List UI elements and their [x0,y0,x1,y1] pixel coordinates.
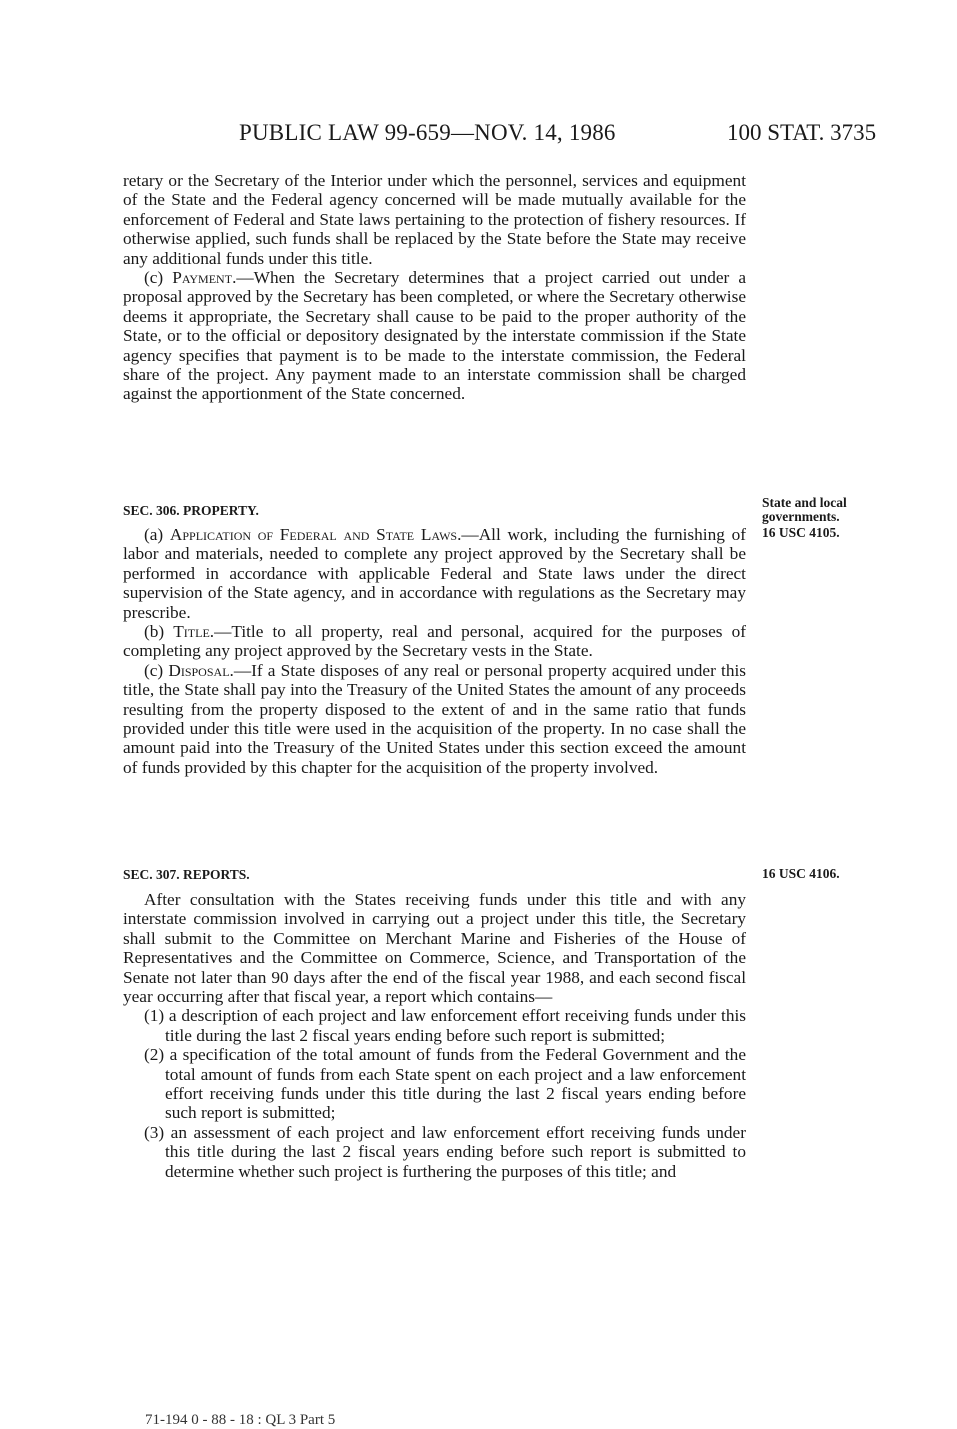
running-head-title: PUBLIC LAW 99-659—NOV. 14, 1986 [239,120,616,145]
block-sec305-continued [123,171,746,404]
margin-note-16-usc-4106: 16 USC 4106. [762,866,840,881]
paragraph-c-payment [123,268,746,404]
paragraph-text: .—Title to all property, real and personal, acquired for the purposes of completing any project approved by the Secretary vests in the State. [123,622,746,661]
list-item: (3) an assessment of each project and law enforcement effort receiving funds under this title during the last 2 fiscal years ending before such report is submitted to determine whether such project is furthering the purposes of this title; and [144,1122,746,1181]
paragraph-b-title [123,622,746,661]
section-307-heading: SEC. 307. REPORTS. [123,867,250,882]
block-sec306 [123,525,746,777]
list-item: (2) a specification of the total amount of funds from the Federal Government and the total amount of funds from each State spent on each project and a law enforcement effort receiving funds under this title during the last 2 fiscal years ending before such report is submitted; [144,1045,746,1123]
margin-note-state-local: State and local governments. [762,495,847,524]
paragraph-a-application [123,525,746,622]
paragraph-label: (a) [144,525,170,544]
carryover-paragraph: retary or the Secretary of the Interior under which the personnel, services and equipment of the State and the Federal agency concerned will be made mutually available for the enforcement of Federal and State laws pertaining to the protection of fishery resources. If otherwise applied, such funds shall be replaced by the State before the State may receive any additional funds under this title. [123,171,746,268]
block-sec307 [123,890,746,1181]
list-item: (1) a description of each project and law enforcement effort receiving funds under this title during the last 2 fiscal years ending before such report is submitted; [144,1006,746,1045]
paragraph-heading: Disposal [168,660,230,680]
section-307-intro: After consultation with the States receiving funds under this title and with any interstate commission involved in carrying out a project under this title, the Secretary shall submit to the Committee on Merchant Marine and Fisheries of the House of Representatives and the Committee on Commerce, Science, and Transportation of the Senate not later than 90 days after the end of the fiscal year 1988, and each second fiscal year occurring after that fiscal year, a report which contains— [123,890,746,1007]
paragraph-heading: Payment [172,268,233,288]
paragraph-label: (b) [144,622,174,642]
paragraph-text: .—When the Secretary determines that a project carried out under a proposal approved by the Secretary has been completed, or where the Secretary otherwise deems it appropriate, the Secretary shall cause to be paid to the proper authority of the State, or to the official or depository designated by the interstate commission if the State agency specifies that payment is to be made to the interstate commission, the Federal share of the project. Any payment made to an interstate commission shall be charged against the apportionment of the State concerned. [123,268,746,404]
paragraph-c-disposal [123,661,746,777]
printer-mark: 71-194 0 - 88 - 18 : QL 3 Part 5 [145,1412,336,1428]
paragraph-label: (c) [144,268,173,288]
paragraph-label: (c) [144,660,169,680]
paragraph-heading: Application of Federal and State Laws [169,525,458,544]
section-306-heading: SEC. 306. PROPERTY. [123,503,259,518]
margin-note-16-usc-4105: 16 USC 4105. [762,525,840,540]
paragraph-text: .—All work, including the furnishing of labor and materials, needed to complete any project approved by the Secretary shall be performed in accordance with applicable Federal and State laws under the direct supervision of the State agency, and in accordance with regulations as the Secretary may prescribe. [123,525,746,622]
paragraph-text: .—If a State disposes of any real or personal property acquired under this title, the State shall pay into the Treasury of the United States the amount of any proceeds resulting from the property disposed to the extent of and in the same ratio that funds provided under this title were used in the acquisition of the property. In no case shall the amount paid into the Treasury of the United States under this section exceed the amount of funds provided by this chapter for the acquisition of the property involved. [123,660,746,777]
running-head-stat-page: 100 STAT. 3735 [727,120,877,145]
paragraph-heading: Title [173,622,210,642]
